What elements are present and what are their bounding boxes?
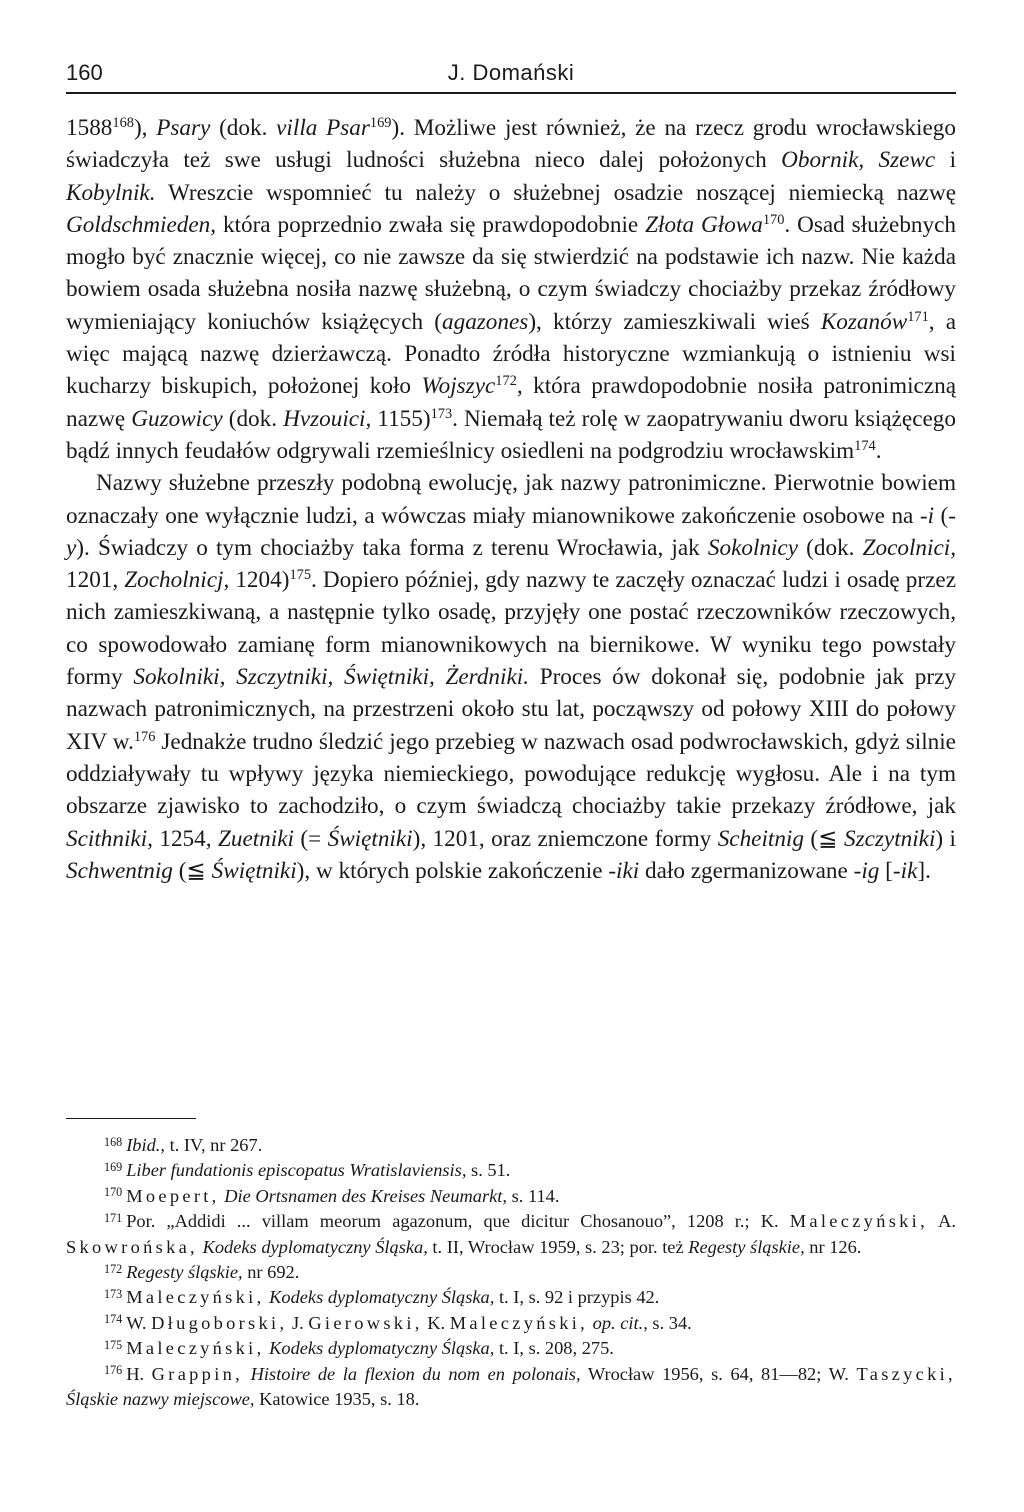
- text-run: s. 34.: [647, 1312, 692, 1333]
- italic-text: Liber fundationis episcopatus Wratislaviensis,: [126, 1160, 467, 1181]
- footnote-176: [66, 1362, 956, 1413]
- italic-text: Regesty śląskie,: [688, 1236, 805, 1257]
- italic-text: Obornik, Szewc: [781, 147, 936, 174]
- footnote-169: [66, 1158, 956, 1183]
- footnote-number: 171: [104, 1210, 123, 1225]
- text-run: W.: [126, 1312, 152, 1333]
- text-run: K.: [422, 1312, 450, 1333]
- author-name: Maleczyński,: [126, 1287, 265, 1308]
- footnote-separator: [66, 1118, 196, 1119]
- author-name: Maleczyński,: [789, 1211, 929, 1232]
- italic-text: Sokolniki, Szczytniki, Świętniki, Żerdniki.: [133, 664, 530, 691]
- text-run: t. IV, nr 267.: [165, 1135, 263, 1155]
- italic-text: Zuetniki: [217, 825, 294, 852]
- footnote-ref-168[interactable]: 168: [112, 115, 134, 132]
- italic-text: Kodeks dyplomatyczny Śląska,: [202, 1236, 428, 1257]
- italic-text: Szczytniki: [843, 825, 936, 852]
- author-name: Grappin,: [151, 1363, 244, 1384]
- text-run: Jednakże trudno śledzić jego przebieg w nazwach osad podwrocławskich, gdyż silnie oddziaływały tu wpływy języka niemieckiego, powodujące redukcję wygłosu. Ale i na tym obszarze zjawisko to zachodziło, o czym świadczą chociażby takie przekazy źródłowe, jak: [66, 728, 956, 820]
- paragraph-1: [66, 112, 956, 467]
- author-name: Gierowski,: [308, 1312, 423, 1333]
- footnote-number: 168: [104, 1134, 123, 1149]
- footnote-173: [66, 1285, 956, 1310]
- author-name: Moepert,: [126, 1185, 220, 1206]
- text-run: ),: [133, 115, 157, 141]
- text-run: (≦: [172, 857, 212, 884]
- text-run: t. I, s. 208, 275.: [494, 1338, 614, 1359]
- text-run: (=: [293, 825, 328, 852]
- italic-text: op. cit.,: [592, 1312, 648, 1333]
- text-run: s. 114.: [507, 1185, 560, 1206]
- text-run: t. I, s. 92 i przypis 42.: [494, 1287, 660, 1308]
- footnote-ref-174[interactable]: 174: [854, 438, 876, 455]
- text-run: Proces ów dokonał się, podobnie jak przy nazwach patronimicznych, na przestrzeni około stu lat, począwszy od połowy XIII do połowy XIV w.: [66, 664, 956, 755]
- text-run: . Osad służebnych mogło być znacznie więcej, co nie zawsze da się stwierdzić na podstawie ich nazw. Nie każda bowiem osada służebna nosiła nazwę służebną, o czym świadczy chociażby przekaz źródłowy wymieniający koniuchów książęcych (: [66, 211, 956, 335]
- text-run: ), 1201, oraz zniemczone formy: [412, 825, 718, 852]
- text-run: ). Świadczy o tym chociażby taka forma z terenu Wrocławia, jak: [76, 534, 708, 561]
- text-run: 1204): [229, 567, 290, 594]
- body-text: [66, 112, 956, 887]
- text-run: 1201,: [66, 567, 125, 594]
- footnote-ref-172[interactable]: 172: [495, 373, 517, 390]
- footnote-174: [66, 1311, 956, 1336]
- footnote-175: [66, 1336, 956, 1361]
- italic-text: -ig: [853, 857, 880, 884]
- italic-text: Psary: [156, 115, 211, 141]
- text-run: nr 126.: [804, 1236, 862, 1257]
- text-run: Wreszcie wspomnieć tu należy o służebnej osadzie noszącej niemiecką nazwę: [155, 179, 956, 206]
- text-run: J.: [287, 1312, 309, 1333]
- italic-text: agazones: [442, 308, 529, 335]
- italic-text: -i: [919, 502, 935, 529]
- italic-text: Świętniki: [211, 857, 297, 884]
- text-run: ].: [917, 857, 931, 884]
- italic-text: Hvzouici,: [283, 405, 372, 432]
- italic-text: Scheitnig: [717, 825, 804, 852]
- author-name: Maleczyński,: [126, 1338, 265, 1359]
- italic-text: Świętniki: [327, 825, 413, 852]
- text-run: [243, 1364, 251, 1384]
- italic-text: Kozanów: [820, 308, 908, 335]
- text-run: (dok.: [798, 534, 863, 561]
- text-run: s. 51.: [466, 1160, 511, 1181]
- text-run: [: [879, 857, 893, 884]
- text-run: Nazwy służebne przeszły podobną ewolucję, jak nazwy patronimiczne. Pierwotnie bowiem oznaczały one wyłącznie ludzi, a wówczas miały mianownikowe zakończenie osobowe na: [66, 470, 956, 529]
- text-run: A.: [928, 1211, 956, 1232]
- footnote-number: 175: [104, 1337, 123, 1352]
- footnote-number: 174: [104, 1312, 123, 1327]
- italic-text: Schwentnig: [66, 857, 173, 884]
- text-run: (dok.: [222, 405, 284, 432]
- text-run: Katowice 1935, s. 18.: [254, 1389, 420, 1410]
- italic-text: Kodeks dyplomatyczny Śląska,: [269, 1338, 495, 1359]
- footnote-170: [66, 1184, 956, 1209]
- footnote-ref-175[interactable]: 175: [289, 567, 311, 584]
- text-run: H.: [126, 1363, 152, 1384]
- italic-text: -iki: [608, 857, 640, 884]
- footnote-number: 169: [104, 1159, 123, 1174]
- italic-text: Kodeks dyplomatyczny Śląska,: [269, 1287, 495, 1308]
- italic-text: Scithniki,: [66, 825, 153, 852]
- text-run: ), którzy zamieszkiwali wieś: [528, 308, 821, 335]
- text-run: , a więc mającą nazwę dzierżawczą. Ponadto źródła historyczne wzmiankują o istnieniu wsi kucharzy biskupich, położonej koło: [66, 308, 956, 400]
- italic-text: Regesty śląskie,: [126, 1262, 243, 1283]
- text-run: (dok.: [210, 115, 277, 141]
- italic-text: Złota Głowa: [645, 211, 763, 238]
- footnote-ref-176[interactable]: 176: [133, 728, 156, 745]
- footnote-ref-171[interactable]: 171: [907, 308, 929, 325]
- text-run: .: [875, 437, 882, 464]
- text-run: ) i: [935, 825, 957, 852]
- text-run: dało zgermanizowane: [639, 857, 854, 884]
- footnote-ref-169[interactable]: 169: [369, 115, 392, 132]
- italic-text: Śląskie nazwy miejscowe,: [66, 1389, 255, 1410]
- italic-text: Guzowicy: [131, 405, 223, 432]
- footnote-ref-173[interactable]: 173: [430, 405, 453, 422]
- italic-text: Histoire de la flexion du nom en polonais,: [250, 1363, 581, 1384]
- italic-text: Ibid.,: [126, 1135, 166, 1155]
- italic-text: Zocolnici,: [862, 534, 956, 561]
- text-run: (: [934, 502, 949, 529]
- text-run: ), w których polskie zakończenie: [296, 857, 609, 884]
- footnote-number: 176: [104, 1363, 123, 1378]
- italic-text: Goldschmieden,: [66, 211, 217, 238]
- italic-text: Sokolnicy: [707, 534, 799, 561]
- footnote-172: [66, 1260, 956, 1285]
- italic-text: -ik: [892, 857, 918, 884]
- footnote-number: 173: [104, 1286, 123, 1301]
- italic-text: Die Ortsnamen des Kreises Neumarkt,: [224, 1185, 508, 1206]
- text-run: (≦: [803, 825, 844, 852]
- footnotes: [66, 1133, 956, 1412]
- author-name: Skowrońska,: [66, 1236, 198, 1257]
- footnote-168: [66, 1133, 956, 1158]
- text-run: nr 692.: [242, 1262, 300, 1283]
- page-number: 160: [66, 60, 103, 85]
- text-run: 1588: [66, 115, 113, 141]
- footnote-171: [66, 1209, 956, 1260]
- text-run: która poprzednio zwała się prawdopodobnie: [216, 211, 646, 238]
- text-run: 1155): [371, 405, 431, 432]
- italic-text: Wojszyc: [421, 373, 496, 400]
- paragraph-2: [66, 467, 956, 887]
- footnote-ref-170[interactable]: 170: [762, 211, 785, 228]
- italic-text: Zocholnicj,: [124, 567, 230, 594]
- italic-text: -y: [66, 502, 956, 561]
- text-run: Por. „Addidi ... villam meorum agazonum, que dicitur Chosanouo”, 1208 r.; K.: [126, 1211, 790, 1232]
- author-name: Maleczyński,: [449, 1312, 589, 1333]
- author-name: Długoborski,: [151, 1312, 288, 1333]
- text-run: Wrocław 1956, s. 64, 81—82; W.: [580, 1363, 857, 1384]
- footnote-number: 172: [104, 1261, 123, 1276]
- page-header: [66, 58, 956, 94]
- text-run: 1254,: [152, 825, 218, 852]
- text-run: . Dopiero później, gdy nazwy te zaczęły oznaczać ludzi i osadę przez nich zamieszkiwaną, a następnie tylko osadę, przyjęły one postać rzeczowników rzeczowych, co spowodowało zamianę form mianownikowych na biernikowe. W wyniku tego powstały formy: [66, 567, 956, 691]
- footnote-number: 170: [104, 1185, 123, 1200]
- text-run: , która prawdopodobnie nosiła patronimiczną nazwę: [66, 373, 956, 432]
- text-run: i: [935, 147, 957, 174]
- text-run: ). Możliwe jest również, że na rzecz grodu wrocławskiego świadczyła też swe usługi ludności służebna nieco dalej położonych: [66, 115, 956, 174]
- text-run: t. II, Wrocław 1959, s. 23; por. też: [427, 1236, 689, 1257]
- italic-text: villa Psar: [276, 115, 370, 141]
- running-head: J. Domański: [447, 60, 575, 85]
- text-run: . Niemałą też rolę w zaopatrywaniu dworu książęcego bądź innych feudałów odgrywali rzemieślnicy osiedleni na podgrodziu wrocławskim: [66, 405, 956, 464]
- author-name: Taszycki,: [856, 1363, 956, 1384]
- italic-text: Kobylnik.: [66, 179, 156, 206]
